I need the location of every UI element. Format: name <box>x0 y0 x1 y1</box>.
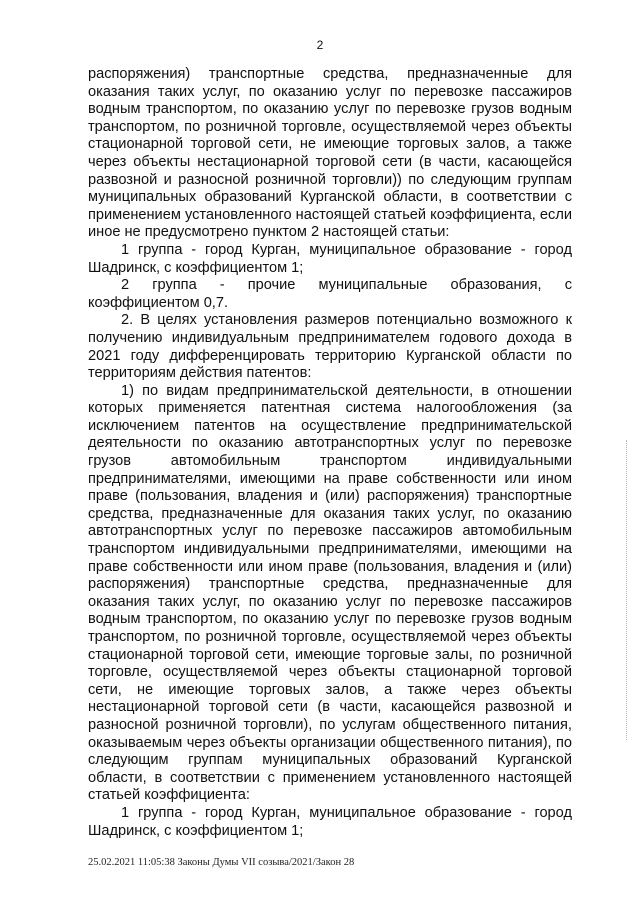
scan-edge-mark <box>626 440 628 740</box>
paragraph: 2 группа - прочие муниципальные образования, с коэффициентом 0,7. <box>88 277 572 311</box>
document-footer: 25.02.2021 11:05:38 Законы Думы VII созыва/2021/Закон 28 <box>88 857 355 868</box>
document-body <box>88 66 572 840</box>
paragraph: 1) по видам предпринимательской деятельности, в отношении которых применяется патентная система налогообложения (за исключением патентов на осуществление предпринимательской деятельности по оказанию автотранспортных услуг по перевозке грузов автомобильным транспортом индивидуальными предпринимателями, имеющими на праве собственности или ином праве (пользования, владения и (или) распоряжения) транспортные средства, предназначенные для оказания таких услуг, по оказанию автотранспортных услуг по перевозке пассажиров автомобильным транспортом индивидуальными предпринимателями, имеющими на праве собственности или ином праве (пользования, владения и (или) распоряжения) транспортные средства, предназначенные для оказания таких услуг, по оказанию услуг по перевозке пассажиров водным транспортом, по оказанию услуг по перевозке грузов водным транспортом, по розничной торговле, осуществляемой через объекты стационарной торговой сети, имеющие торговые залы, по розничной торговле, осуществляемой через объекты стационарной торговой сети, не имеющие торговых залов, а также через объекты нестационарной торговой сети (в части, касающейся развозной и разносной розничной торговли), по услугам общественного питания, оказываемым через объекты организации общественного питания), по следующим группам муниципальных образований Курганской области, в соответствии с применением установленного настоящей статьей коэффициента: <box>88 382 572 804</box>
page-number: 2 <box>316 38 324 52</box>
paragraph: 2. В целях установления размеров потенциально возможного к получению индивидуальным предпринимателем годового дохода в 2021 году дифференцировать территорию Курганской области по территориям действия патентов: <box>88 312 572 382</box>
paragraph: 1 группа - город Курган, муниципальное образование - город Шадринск, с коэффициентом 1; <box>88 241 572 276</box>
paragraph: распоряжения) транспортные средства, предназначенные для оказания таких услуг, по оказанию услуг по перевозке пассажиров водным транспортом, по оказанию услуг по перевозке грузов водным транспортом, по розничной торговле, осуществляемой через объекты стационарной торговой сети, не имеющие торговых залов, а также через объекты нестационарной торговой сети (в части, касающейся развозной и разносной розничной торговли)) по следующим группам муниципальных образований Курганской области, в соответствии с применением установленного настоящей статьей коэффициента, если иное не предусмотрено пунктом 2 настоящей статьи: <box>88 66 572 241</box>
paragraph: 1 группа - город Курган, муниципальное образование - город Шадринск, с коэффициентом 1; <box>88 804 572 839</box>
